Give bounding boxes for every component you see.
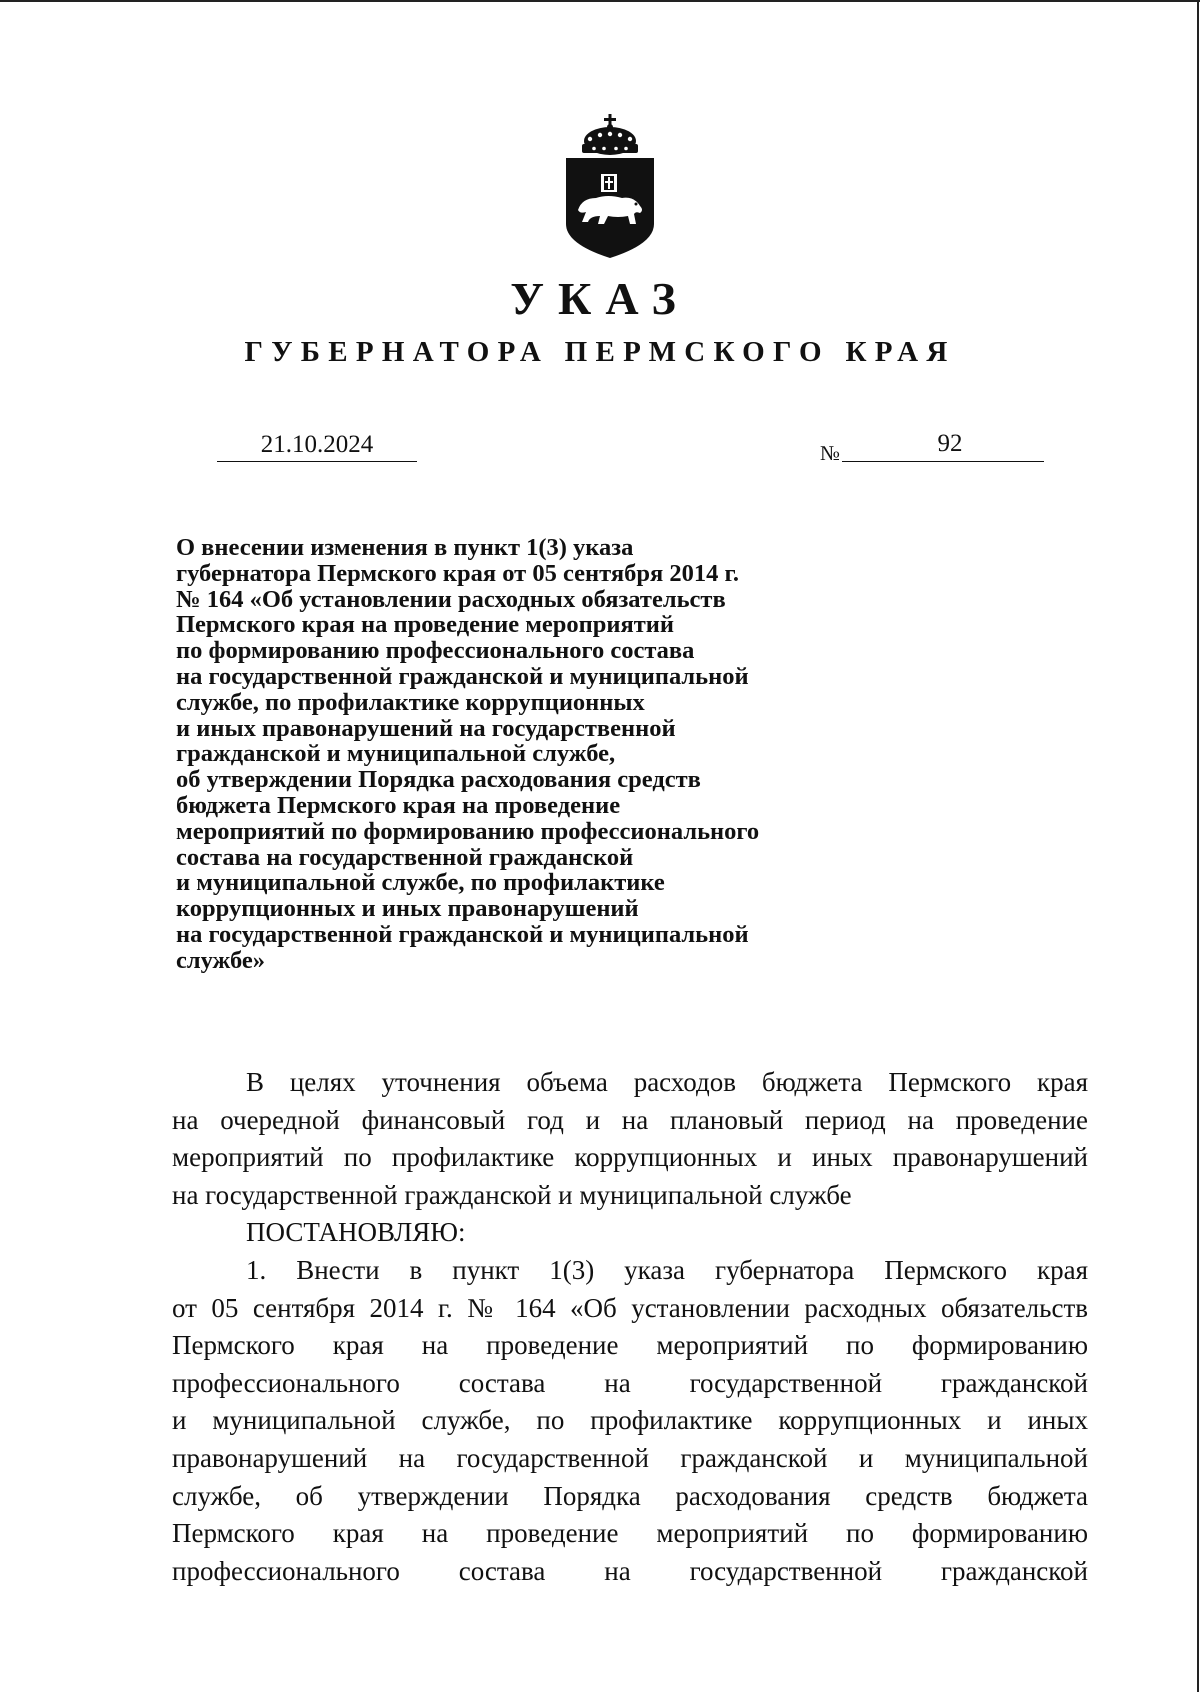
subject-line: службе» — [176, 946, 266, 974]
subject-line: коррупционных и иных правонарушений — [176, 895, 639, 923]
item-line: Пермского края на проведение мероприятий по формированию — [172, 1518, 1088, 1549]
subject-line: мероприятий по формированию профессионального — [176, 817, 760, 845]
page-edge — [1197, 0, 1199, 1692]
order-word: ПОСТАНОВЛЯЮ: — [246, 1217, 466, 1248]
subject-line: О внесении изменения в пункт 1(3) указа — [176, 534, 634, 561]
item-line: профессионального состава на государственной гражданской — [172, 1555, 1088, 1586]
subject-line: об утверждении Порядка расходования средств — [176, 766, 701, 794]
item-line: 1. Внести в пункт 1(3) указа губернатора Пермского края — [246, 1254, 1088, 1285]
item-line: Пермского края на проведение мероприятий по формированию — [172, 1330, 1088, 1361]
decree-subtitle: ГУБЕРНАТОРА ПЕРМСКОГО КРАЯ — [244, 336, 956, 368]
subject-line: бюджета Пермского края на проведение — [176, 791, 621, 819]
page-edge — [0, 0, 1200, 2]
subject-line: № 164 «Об установлении расходных обязательств — [176, 585, 726, 613]
subject-line: Пермского края на проведение мероприятий — [176, 611, 675, 639]
preamble-line: В целях уточнения объема расходов бюджета Пермского края — [246, 1067, 1088, 1097]
decree-subject — [176, 535, 896, 974]
decree-body — [172, 1064, 1088, 1590]
item-line: службе, об утверждении Порядка расходования средств бюджета — [172, 1480, 1088, 1511]
decree-title: УКАЗ — [510, 273, 690, 324]
item-line: и муниципальной службе, по профилактике коррупционных и иных — [172, 1405, 1088, 1436]
item-line: правонарушений на государственной гражданской и муниципальной — [172, 1442, 1088, 1473]
subject-line: по формированию профессионального состава — [176, 637, 695, 665]
subject-line: и иных правонарушений на государственной — [176, 714, 676, 742]
subject-line: на государственной гражданской и муниципальной — [176, 662, 749, 690]
preamble-line: на государственной гражданской и муниципальной службе — [172, 1179, 852, 1210]
document-date: 21.10.2024 — [217, 429, 417, 462]
document-number-label: № — [820, 441, 841, 465]
preamble-line: на очередной финансовый год и на плановый период на проведение — [172, 1104, 1088, 1135]
item-line: от 05 сентября 2014 г. № 164 «Об установлении расходных обязательств — [172, 1292, 1088, 1323]
subject-line: и муниципальной службе, по профилактике — [176, 869, 665, 897]
item-line: профессионального состава на государственной гражданской — [172, 1367, 1088, 1398]
document-number: 92 — [842, 427, 1044, 462]
preamble-line: мероприятий по профилактике коррупционных и иных правонарушений — [172, 1142, 1088, 1173]
subject-line: гражданской и муниципальной службе, — [176, 740, 616, 768]
subject-line: на государственной гражданской и муниципальной — [176, 920, 749, 948]
subject-line: службе, по профилактике коррупционных — [176, 688, 645, 716]
coat-of-arms-emblem — [560, 112, 660, 260]
subject-line: губернатора Пермского края от 05 сентября 2014 г. — [176, 559, 739, 587]
subject-line: состава на государственной гражданской — [176, 843, 634, 871]
